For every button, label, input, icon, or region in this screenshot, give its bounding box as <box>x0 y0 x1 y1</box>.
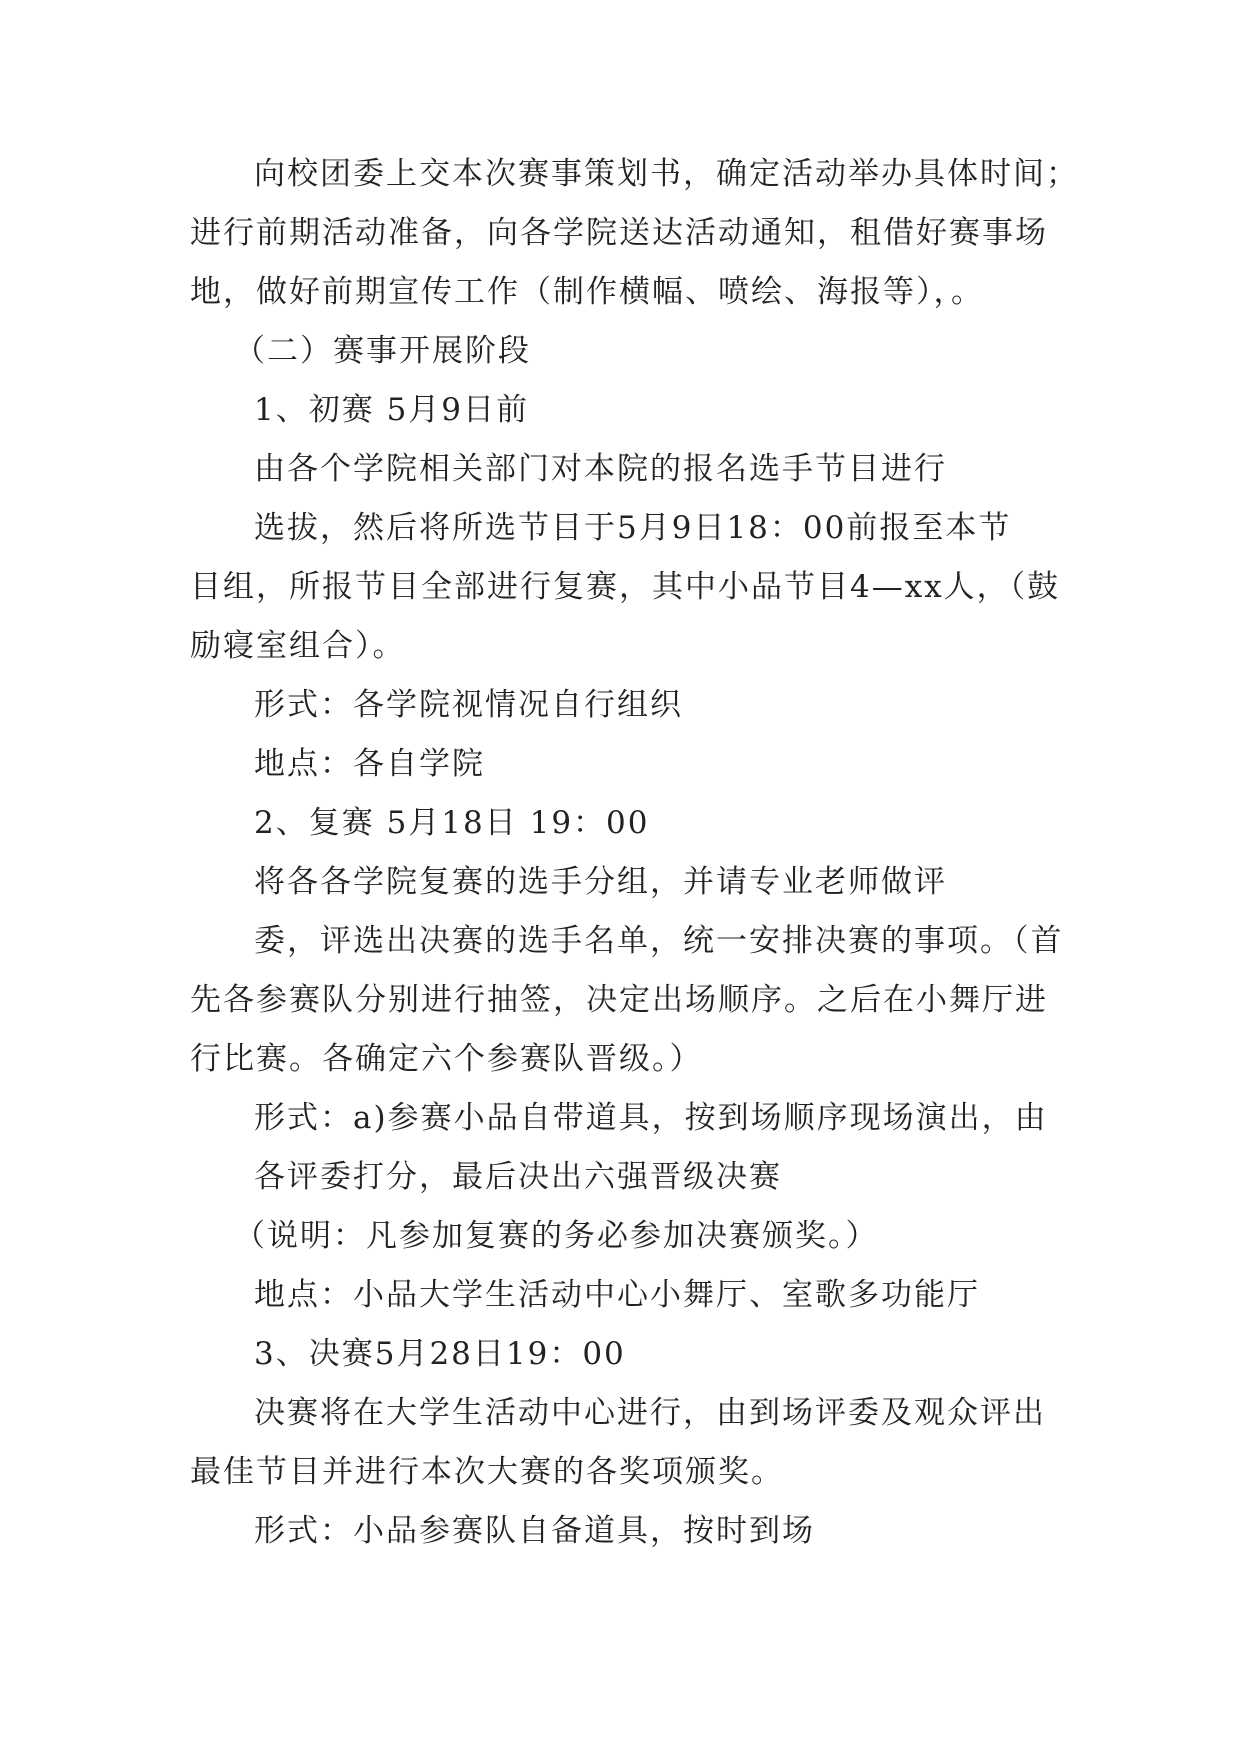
subsection-heading: 3、决赛5月28日19：00 <box>254 1336 626 1372</box>
paragraph-line: 将各各学院复赛的选手分组，并请专业老师做评 <box>254 864 947 900</box>
paragraph-line: 决赛将在大学生活动中心进行，由到场评委及观众评出 <box>254 1395 1046 1431</box>
paragraph-line: 目组，所报节目全部进行复赛，其中小品节目4—xx人，（鼓 <box>190 569 1061 605</box>
paragraph-line: 向校团委上交本次赛事策划书，确定活动举办具体时间； <box>254 156 1079 192</box>
paragraph-line: 最佳节目并进行本次大赛的各奖项颁奖。 <box>190 1454 784 1490</box>
paragraph-line: 委，评选出决赛的选手名单，统一安排决赛的事项。（首 <box>254 923 1064 959</box>
paragraph-line: 形式：小品参赛队自备道具，按时到场 <box>254 1513 815 1549</box>
paragraph-line: 形式：各学院视情况自行组织 <box>254 687 683 723</box>
subsection-heading: 2、复赛 5月18日 19：00 <box>254 805 650 841</box>
paragraph-line: 地点：各自学院 <box>254 746 485 782</box>
paragraph-line: 先各参赛队分别进行抽签，决定出场顺序。之后在小舞厅进 <box>190 982 1048 1018</box>
paragraph-line: 励寝室组合）。 <box>190 628 406 664</box>
paragraph-line: （说明：凡参加复赛的务必参加决赛颁奖。） <box>234 1218 879 1254</box>
section-heading: （二）赛事开展阶段 <box>234 333 531 369</box>
document-body <box>190 145 1079 1561</box>
paragraph-line: 形式：a)参赛小品自带道具，按到场顺序现场演出，由 <box>254 1100 1048 1136</box>
paragraph-line: 地，做好前期宣传工作（制作横幅、喷绘、海报等），。 <box>190 274 984 310</box>
paragraph-line: 行比赛。各确定六个参赛队晋级。） <box>190 1041 703 1077</box>
paragraph-line: 进行前期活动准备，向各学院送达活动通知，租借好赛事场 <box>190 215 1048 251</box>
paragraph-line: 由各个学院相关部门对本院的报名选手节目进行 <box>254 451 947 487</box>
paragraph-line: 各评委打分，最后决出六强晋级决赛 <box>254 1159 782 1195</box>
paragraph-line: 地点：小品大学生活动中心小舞厅、室歌多功能厅 <box>254 1277 980 1313</box>
subsection-heading: 1、初赛 5月9日前 <box>254 392 530 428</box>
paragraph-line: 选拔，然后将所选节目于5月9日18：00前报至本节 <box>254 510 1012 546</box>
